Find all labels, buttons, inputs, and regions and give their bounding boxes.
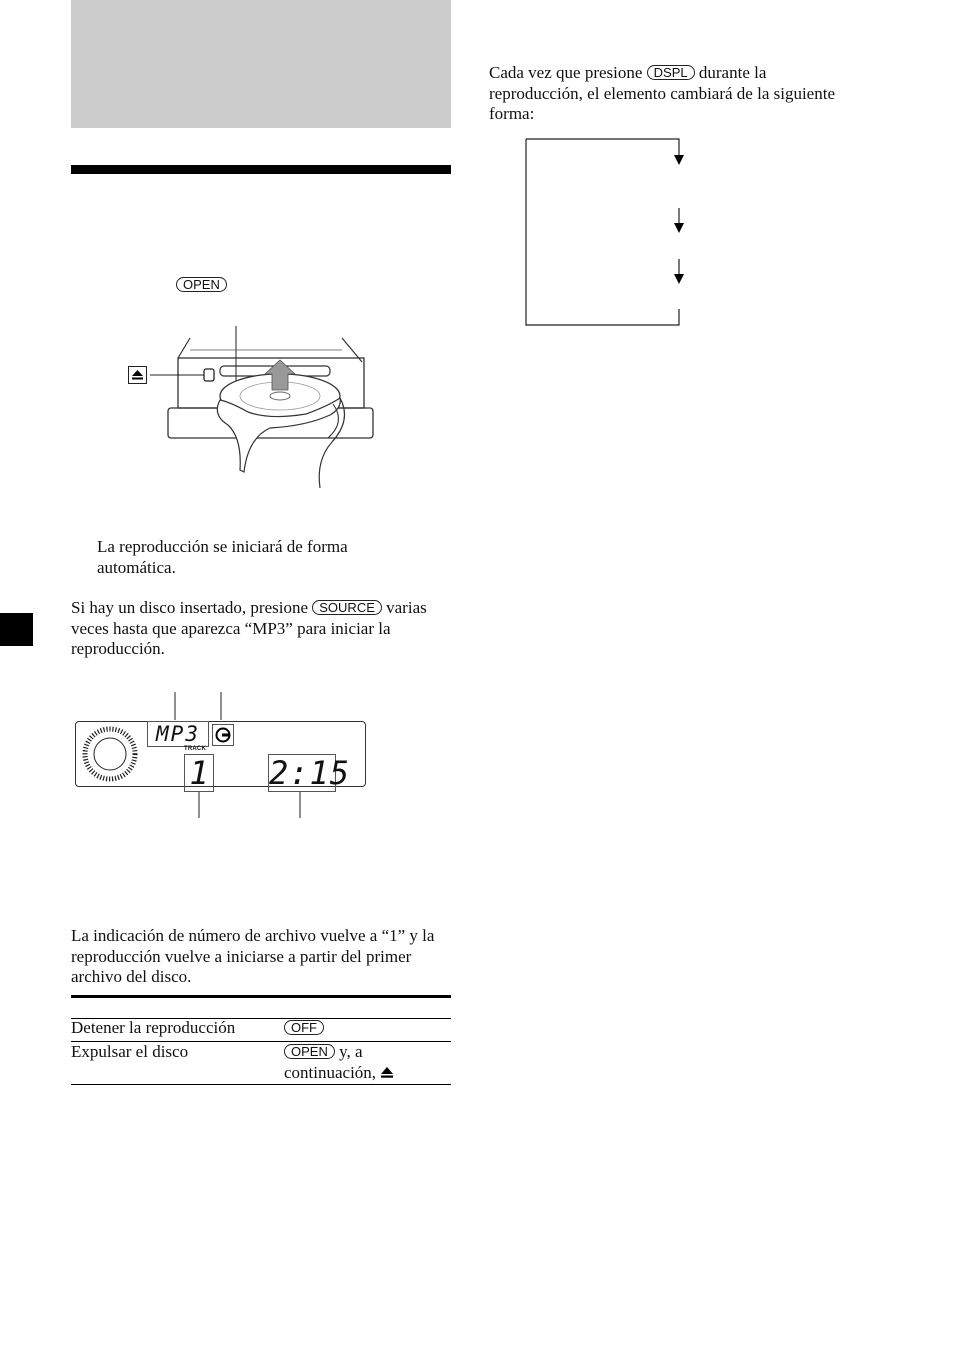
operation-action: Detener la reproducción	[71, 1018, 236, 1037]
source-paragraph	[71, 598, 451, 660]
track-number: 1	[184, 754, 214, 792]
table-row	[71, 1018, 451, 1039]
table-bottom-rule	[71, 1084, 451, 1085]
off-key: OFF	[284, 1020, 324, 1035]
section-header-box	[71, 0, 451, 128]
title-rule	[71, 165, 451, 174]
display-illustration	[75, 690, 370, 820]
dspl-key: DSPL	[647, 65, 695, 80]
mp3-disc-indicator	[212, 724, 234, 746]
open-key-label	[176, 275, 227, 296]
autoplay-note: La reproducción se iniciará de forma automática.	[97, 537, 348, 577]
dspl-text-2: durante la reproducción, el elemento cambiará de la siguiente forma:	[489, 63, 835, 123]
arrow-down-icon	[674, 274, 684, 284]
cd-insert-illustration	[120, 320, 390, 495]
table-top-rule	[71, 995, 451, 998]
operation-suffix: y, a continuación,	[284, 1042, 381, 1082]
operations-row	[71, 1018, 451, 1039]
operations-row	[71, 1042, 451, 1083]
repeat-paragraph: La indicación de número de archivo vuelve a “1” y la reproducción vuelve a iniciarse a partir del primer archivo del disco.	[71, 926, 435, 986]
elapsed-time: 2:15	[269, 754, 351, 792]
operations-table	[71, 1018, 451, 1039]
arrow-down-icon	[674, 223, 684, 233]
operation-key-cell	[284, 1042, 451, 1083]
dspl-paragraph	[489, 63, 849, 125]
source-text-1: Si hay un disco insertado, presione	[71, 598, 313, 617]
track-label: TRACK	[184, 746, 206, 752]
chapter-tab	[0, 613, 33, 646]
disc-indicator-icon	[213, 725, 233, 745]
operation-key-cell	[284, 1018, 451, 1039]
operation-action: Expulsar el disco	[71, 1042, 189, 1061]
disc-dial-icon	[82, 726, 138, 782]
operations-table	[71, 1042, 451, 1083]
source-key: SOURCE	[312, 600, 382, 615]
dspl-text-1: Cada vez que presione	[489, 63, 647, 82]
arrow-down-icon	[674, 155, 684, 165]
open-key: OPEN	[176, 277, 227, 292]
eject-button-marker	[128, 366, 147, 384]
open-key: OPEN	[284, 1044, 335, 1059]
mode-indicator: MP3	[147, 721, 209, 747]
eject-icon	[380, 1066, 394, 1079]
source-text-2: varias veces hasta que aparezca “MP3” para iniciar la reproducción.	[71, 598, 427, 658]
dspl-cycle-diagram	[520, 135, 690, 330]
table-row	[71, 1042, 451, 1083]
eject-icon	[131, 369, 144, 381]
